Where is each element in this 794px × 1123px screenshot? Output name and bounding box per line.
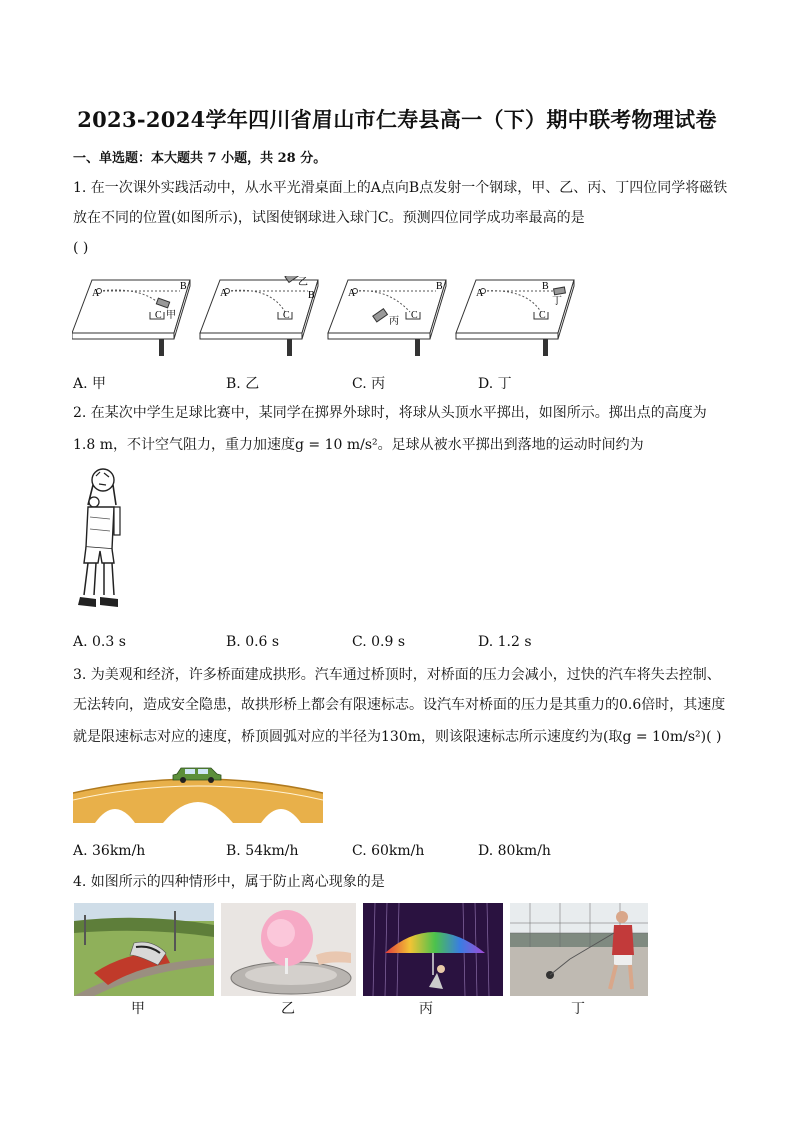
label-a: A: [220, 288, 228, 299]
photo-train-curve: [74, 903, 214, 996]
label-a: A: [92, 288, 100, 299]
q3-line3: 就是限速标志对应的速度，桥顶圆弧对应的半径为130m，则该限速标志所示速度约为(取g = 10m/s²)( ): [73, 729, 722, 745]
q3-line1: 3. 为美观和经济，许多桥面建成拱形。汽车通过桥顶时，对桥面的压力会减小，过快的汽车将失去控制、: [73, 667, 721, 683]
q2-option-b[interactable]: B. 0.6 s: [226, 634, 280, 650]
q3-option-c[interactable]: C. 60km/h: [352, 843, 425, 859]
label-c: C: [283, 310, 290, 321]
label-b: B: [542, 281, 549, 292]
photo-hammer-throw: [510, 903, 648, 996]
q1-line2: 放在不同的位置(如图所示)，试图使钢球进入球门C。预测四位同学成功率最高的是: [73, 210, 585, 226]
q1-option-c[interactable]: C. 丙: [352, 376, 386, 392]
q3-figure-arch-bridge: [73, 759, 323, 823]
label-bing: 丙: [389, 316, 399, 327]
q3-option-d[interactable]: D. 80km/h: [478, 843, 551, 859]
q2-line2: 1.8 m，不计空气阻力，重力加速度g = 10 m/s²。足球从被水平掷出到落地的运动时间约为: [73, 437, 644, 453]
q1-option-d[interactable]: D. 丁: [478, 376, 512, 392]
q2-option-a[interactable]: A. 0.3 s: [73, 634, 126, 650]
table-yi: [200, 276, 318, 356]
q2-figure-thrower: [76, 467, 126, 615]
q2-line1: 2. 在某次中学生足球比赛中，某同学在掷界外球时，将球从头顶水平掷出，如图所示。掷出点的高度为: [73, 405, 707, 421]
label-yi: 乙: [298, 277, 308, 288]
q1-paren: ( ): [73, 240, 89, 256]
caption-yi: 乙: [281, 1001, 295, 1017]
q4-line1: 4. 如图所示的四种情形中，属于防止离心现象的是: [73, 874, 385, 890]
label-a: A: [348, 288, 356, 299]
label-b: B: [180, 281, 187, 292]
label-c: C: [411, 310, 418, 321]
table-ding: [456, 280, 574, 356]
label-c: C: [155, 310, 162, 321]
q1-options: [73, 373, 733, 397]
label-b: B: [308, 290, 315, 301]
label-a: A: [476, 288, 484, 299]
q3-option-a[interactable]: A. 36km/h: [73, 843, 146, 859]
q1-option-b[interactable]: B. 乙: [226, 376, 260, 392]
page-title: 2023-2024学年四川省眉山市仁寿县高一（下）期中联考物理试卷: [77, 107, 717, 132]
q1-line1: 1. 在一次课外实践活动中，从水平光滑桌面上的A点向B点发射一个钢球，甲、乙、丙、丁四位同学将磁铁: [73, 180, 728, 196]
caption-ding: 丁: [571, 1001, 585, 1017]
photo-umbrella-rain: [363, 903, 503, 996]
photo-cotton-candy: [221, 903, 356, 996]
q1-option-a[interactable]: A. 甲: [73, 376, 107, 392]
label-c: C: [539, 310, 546, 321]
q2-option-c[interactable]: C. 0.9 s: [352, 634, 406, 650]
caption-jia: 甲: [131, 1001, 145, 1017]
table-bing: [328, 280, 446, 356]
q2-options: [73, 634, 733, 658]
label-ding: 丁: [552, 296, 562, 307]
q1-figure-tables: [72, 276, 592, 358]
q3-line2: 无法转向，造成安全隐患，故拱形桥上都会有限速标志。设汽车对桥面的压力是其重力的0.6倍时，其速度: [73, 697, 726, 713]
q3-option-b[interactable]: B. 54km/h: [226, 843, 299, 859]
label-b: B: [436, 281, 443, 292]
caption-bing: 丙: [419, 1001, 433, 1017]
label-jia: 甲: [166, 310, 176, 321]
section-heading: 一、单选题：本大题共 7 小题，共 28 分。: [73, 151, 327, 166]
table-jia: [72, 280, 190, 356]
q2-option-d[interactable]: D. 1.2 s: [478, 634, 532, 650]
q3-options: [73, 843, 733, 867]
